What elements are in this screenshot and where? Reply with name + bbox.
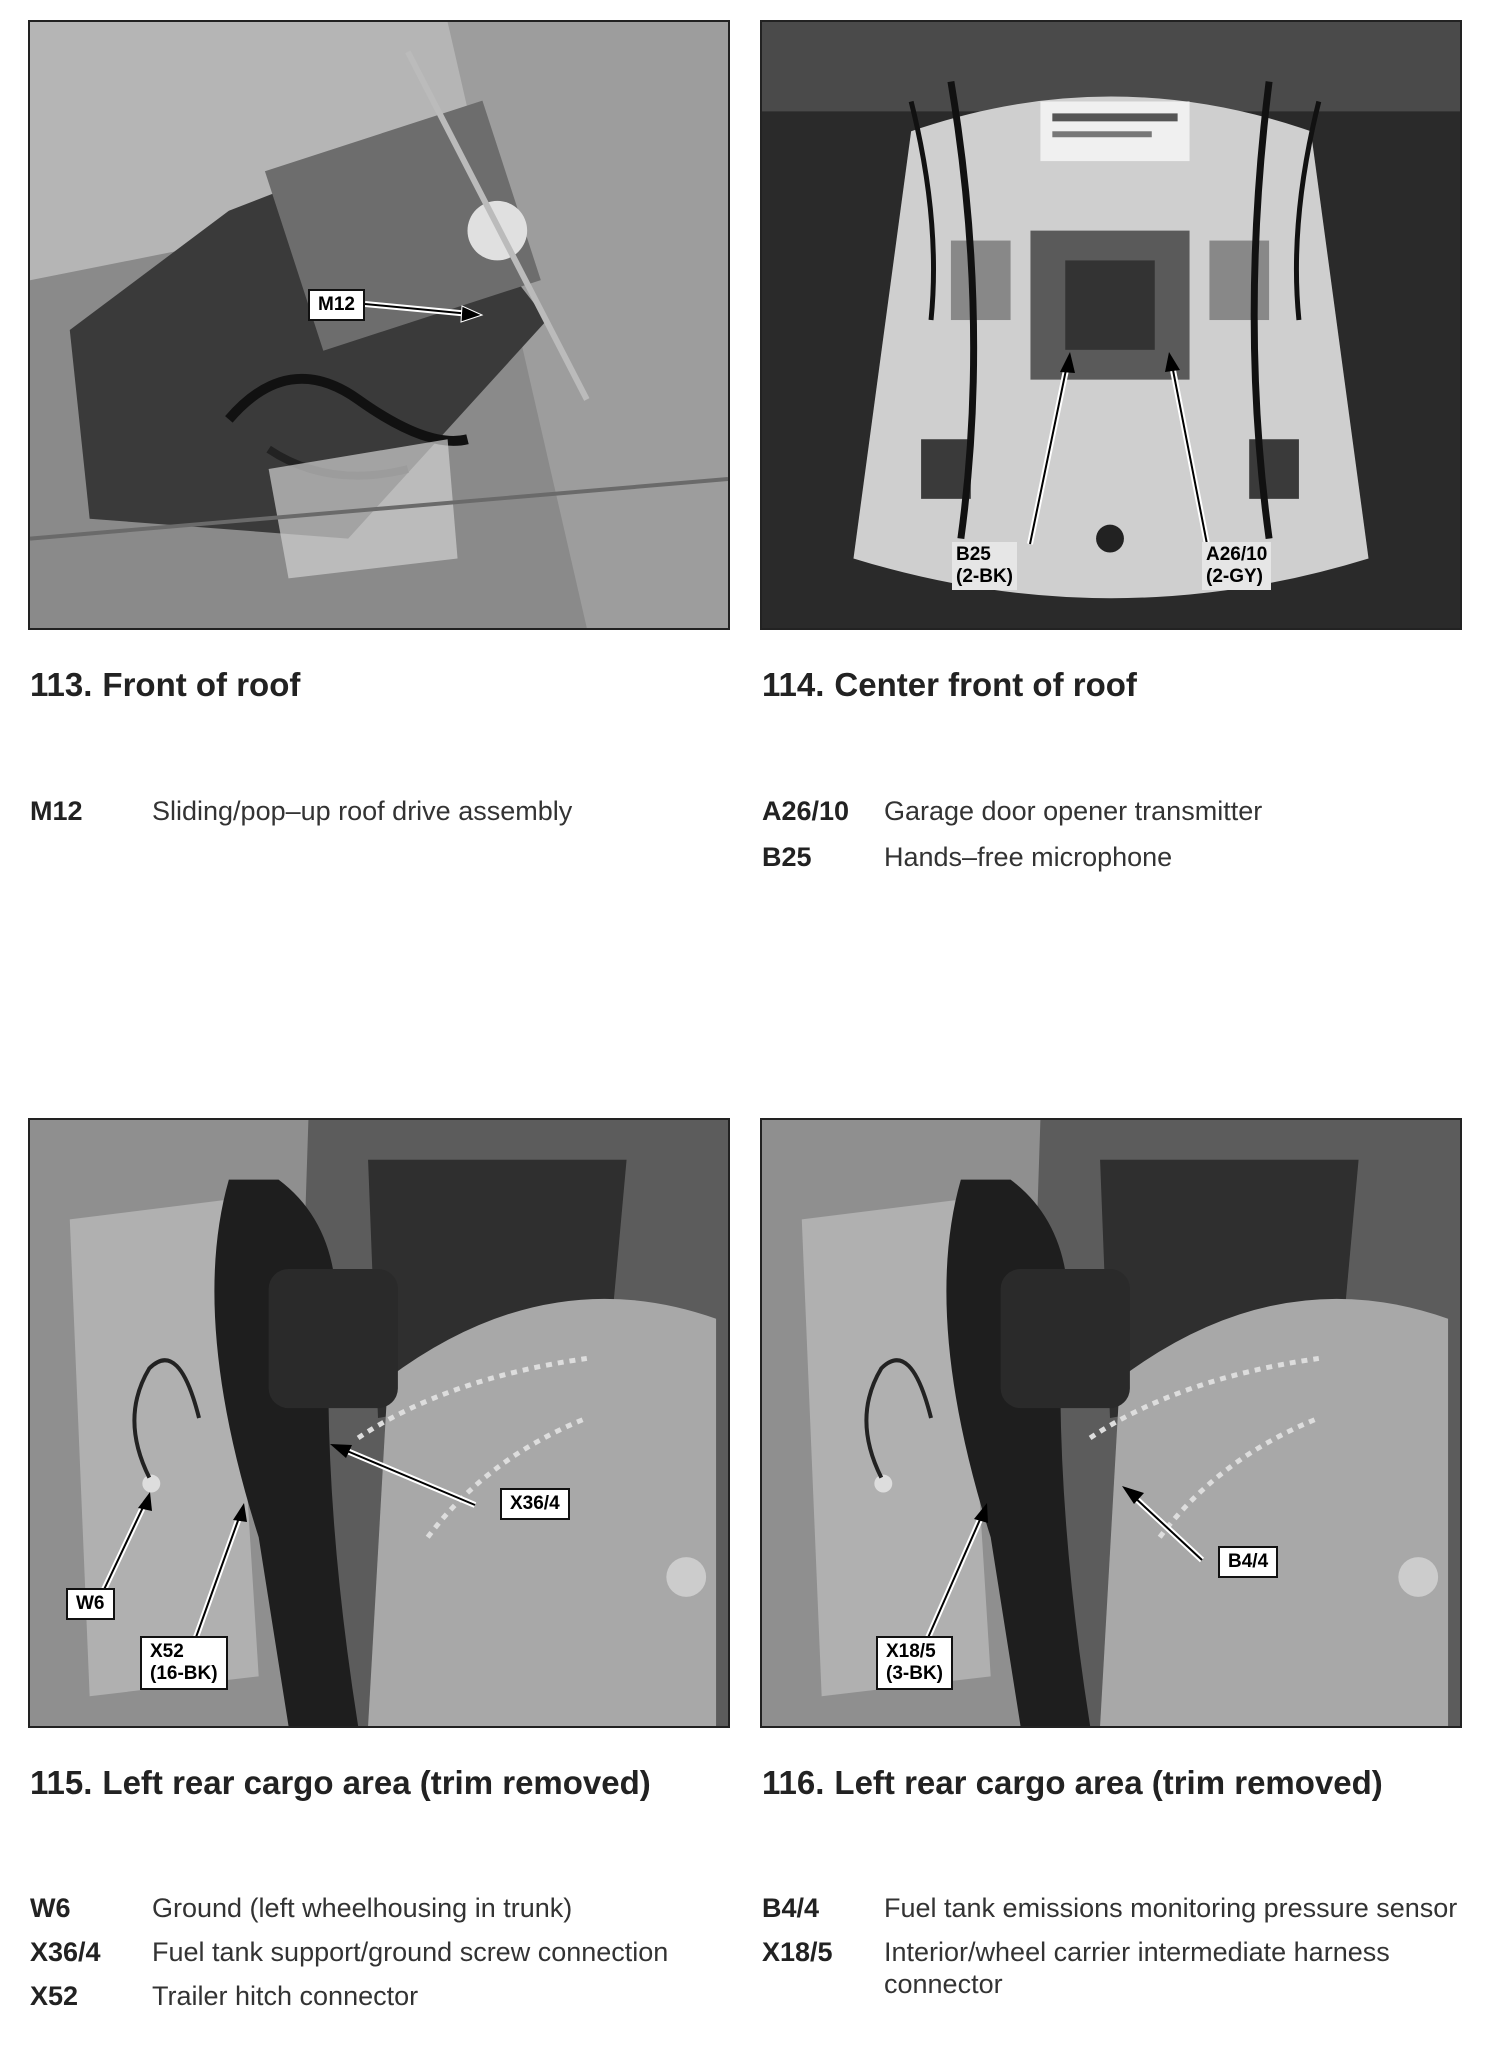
callout-b25: B25 (2-BK): [952, 542, 1017, 590]
legend-row: [30, 795, 730, 827]
legend-row: [762, 841, 1462, 873]
legend-row: [30, 1980, 730, 2012]
legend-desc: Sliding/pop–up roof drive assembly: [152, 796, 573, 826]
caption-text: Left rear cargo area (trim removed): [102, 1764, 651, 1801]
legend-code: M12: [30, 796, 83, 826]
legend-code: W6: [30, 1893, 71, 1923]
legend-115: [30, 1892, 730, 2012]
legend-113: [30, 795, 730, 841]
legend-desc: Ground (left wheelhousing in trunk): [152, 1893, 573, 1923]
caption-text: Front of roof: [102, 666, 301, 703]
legend-desc: Interior/wheel carrier intermediate harness connector: [884, 1937, 1390, 1999]
legend-code: X52: [30, 1981, 79, 2011]
legend-code: X18/5: [762, 1937, 833, 1967]
arrows-cargo-116: [762, 1120, 1462, 1728]
caption-number: 116.: [762, 1764, 825, 1801]
caption-113: [30, 666, 300, 704]
caption-text: Left rear cargo area (trim removed): [834, 1764, 1383, 1801]
caption-text: Center front of roof: [834, 666, 1137, 703]
legend-row: [762, 1936, 1462, 2000]
arrows-cargo-115: [30, 1120, 730, 1728]
legend-114: [762, 795, 1462, 887]
legend-code: X36/4: [30, 1937, 101, 1967]
photo-left-rear-cargo-115: [28, 1118, 730, 1728]
legend-code: A26/10: [762, 796, 850, 826]
legend-desc: Hands–free microphone: [884, 842, 1173, 872]
legend-desc: Trailer hitch connector: [152, 1981, 419, 2011]
photo-left-rear-cargo-116: [760, 1118, 1462, 1728]
arrows-console: [762, 22, 1462, 630]
arrow-m12: [30, 22, 730, 630]
legend-code: B25: [762, 842, 812, 872]
caption-number: 115.: [30, 1764, 93, 1801]
photo-center-front-of-roof: [760, 20, 1462, 630]
caption-115: [30, 1764, 651, 1802]
legend-desc: Fuel tank support/ground screw connection: [152, 1937, 669, 1967]
callout-a26-10: A26/10 (2-GY): [1202, 542, 1271, 590]
callout-m12: M12: [308, 289, 365, 321]
caption-number: 114.: [762, 666, 825, 703]
photo-front-of-roof: [28, 20, 730, 630]
caption-116: [762, 1764, 1383, 1802]
callout-x36-4: X36/4: [500, 1488, 570, 1520]
caption-114: [762, 666, 1137, 704]
callout-x18-5: X18/5 (3-BK): [876, 1636, 953, 1690]
callout-b4-4: B4/4: [1218, 1546, 1278, 1578]
legend-desc: Fuel tank emissions monitoring pressure sensor: [884, 1893, 1458, 1923]
legend-code: B4/4: [762, 1893, 820, 1923]
legend-row: [762, 795, 1462, 827]
legend-116: [762, 1892, 1462, 2000]
legend-desc: Garage door opener transmitter: [884, 796, 1263, 826]
callout-x52: X52 (16-BK): [140, 1636, 228, 1690]
caption-number: 113.: [30, 666, 93, 703]
legend-row: [30, 1892, 730, 1924]
legend-row: [762, 1892, 1462, 1924]
legend-row: [30, 1936, 730, 1968]
callout-w6: W6: [66, 1588, 115, 1620]
